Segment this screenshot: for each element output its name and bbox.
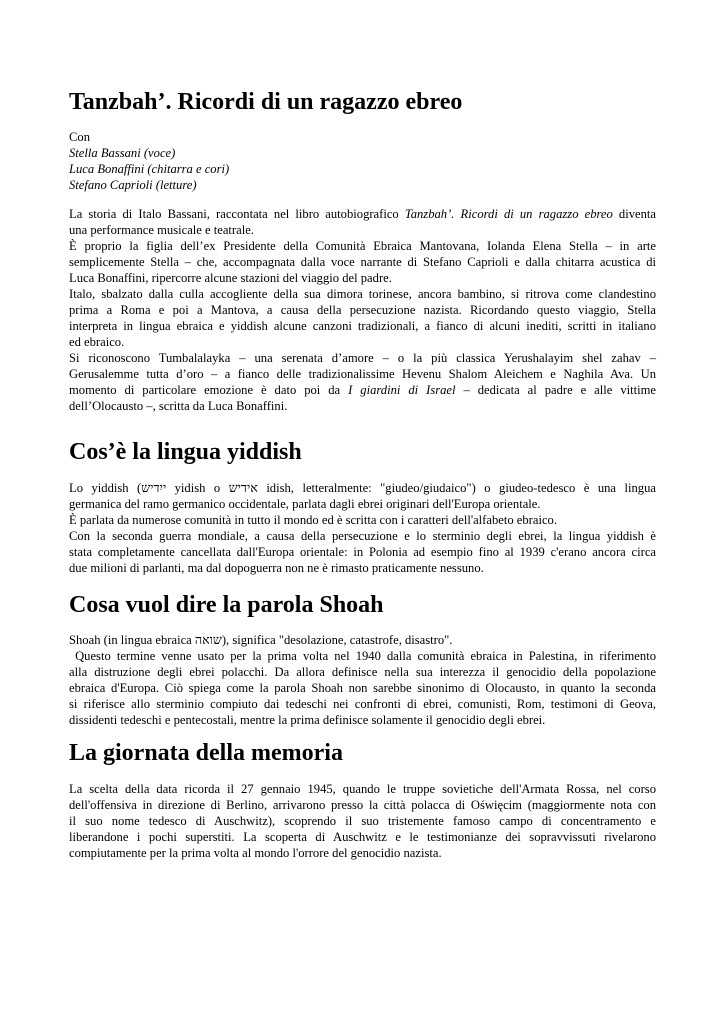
yiddish-line: germanica del ramo germanico occidentale, parlata dagli ebrei originari dell'Europa orientale. (69, 497, 541, 511)
shoah-section (69, 632, 656, 728)
intro-line: interpreta in lingua ebraica e yiddish alcune canzoni tradizionali, a fianco di alcuni inediti, scritti in italiano (69, 319, 656, 333)
yiddish-line: È parlata da numerose comunità in tutto il mondo ed è scritta con i caratteri dell'alfabeto ebraico. (69, 513, 557, 527)
shoah-line: ebraica d'Europa. Ciò spiega come la parola Shoah non sarebbe sinonimo di Olocausto, in quanto la seconda (69, 681, 656, 695)
song-title-italic: I giardini di Israel (348, 383, 456, 397)
intro-line: una performance musicale e teatrale. (69, 223, 254, 237)
memoria-line: liberandone i pochi superstiti. La scoperta di Auschwitz e le testimonianze dei sopravvissuti rivelarono (69, 830, 656, 844)
intro-line: Si riconoscono Tumbalalayka – una serenata d’amore – o la più classica Yerushalayim shel zahav – (69, 351, 656, 365)
memoria-line: dell'offensiva in direzione di Berlino, arrivarono presso la città polacca di Oświęcim (maggiormente nota con (69, 798, 656, 812)
yiddish-line: Con la seconda guerra mondiale, a causa della persecuzione e lo sterminio degli ebrei, la lingua yiddish è (69, 529, 656, 543)
intro-line: prima a Roma e poi a Mantova, a causa della persecuzione nazista. Ricordando questo viaggio, Stella (69, 303, 656, 317)
document-title: Tanzbah’. Ricordi di un ragazzo ebreo (69, 89, 463, 115)
heading-yiddish: Cos’è la lingua yiddish (69, 439, 302, 465)
intro-line: momento di particolare emozione è dato poi da I giardini di Israel – dedicata al padre e alle vittime (69, 383, 657, 397)
heading-memoria: La giornata della memoria (69, 740, 343, 766)
intro-line: dell’Olocausto –, scritta da Luca Bonaffini. (69, 399, 288, 413)
book-title-italic: Tanzbah’. Ricordi di un ragazzo ebreo (404, 207, 613, 221)
yiddish-line: Lo yiddish (ייִדיש yidish o אידיש idish, letteralmente: "giudeo/giudaico") o giudeo-tedesco è una lingua (69, 481, 656, 495)
performer-3: Stefano Caprioli (letture) (69, 178, 197, 192)
shoah-line: dissidenti tedeschi e pentecostali, mentre la prima definisce solamente il genocidio degli ebrei. (69, 713, 546, 727)
memoria-line: La scelta della data ricorda il 27 gennaio 1945, quando le truppe sovietiche dell'Armata Rossa, nel corso (69, 782, 656, 796)
memoria-section (69, 781, 656, 861)
credits-con: Con (69, 130, 90, 144)
intro-line: La storia di Italo Bassani, raccontata nel libro autobiografico Tanzbah’. Ricordi di un ragazzo ebreo diventa (69, 207, 656, 221)
yiddish-line: stata completamente cancellata dall'Europa orientale: in Polonia ad esempio fino al 1939 c'erano ancora circa (69, 545, 656, 559)
shoah-line: alla distruzione degli ebrei polacchi. Da allora definisce nella sua interezza il genocidio della popolazione (69, 665, 656, 679)
yiddish-line: due milioni di parlanti, ma dal dopoguerra non ne è rimasto praticamente nessuno. (69, 561, 484, 575)
memoria-line: il suo nome tedesco di Auschwitz), scoprendo il suo tristemente famoso campo di concentramento e (69, 814, 656, 828)
shoah-line: Shoah (in lingua ebraica שואה), significa "desolazione, catastrofe, disastro". (69, 633, 453, 647)
intro-line: Luca Bonaffini, ripercorre alcune stazioni del viaggio del padre. (69, 271, 392, 285)
performer-2: Luca Bonaffini (chitarra e cori) (69, 162, 230, 176)
heading-shoah: Cosa vuol dire la parola Shoah (69, 592, 384, 618)
memoria-line: compiutamente per la prima volta al mondo l'orrore del genocidio nazista. (69, 846, 442, 860)
intro-line: ed ebraico. (69, 335, 125, 349)
shoah-line: Questo termine venne usato per la prima volta nel 1940 dalla comunità ebraica in Palestina, in riferimento (69, 649, 656, 663)
credits-block (69, 129, 229, 193)
intro-line: semplicemente Stella – che, accompagnata dalla voce narrante di Stefano Caprioli e dalla chitarra acustica di (69, 255, 656, 269)
yiddish-section (69, 480, 656, 576)
shoah-line: si riferisce allo sterminio compiuto dai tedeschi nei confronti di ebrei, comunisti, Rom, testimoni di Geova, (69, 697, 656, 711)
intro-line: Gerusalemme tutta d’oro – a fianco delle tradizionalissime Hevenu Shalom Aleichem e Naghila Ava. Un (69, 367, 656, 381)
intro-line: È proprio la figlia dell’ex Presidente della Comunità Ebraica Mantovana, Iolanda Elena Stella – in arte (69, 239, 656, 253)
performer-1: Stella Bassani (voce) (69, 146, 176, 160)
intro-line: Italo, sbalzato dalla culla accogliente della sua dimora torinese, ancora bambino, si ritrova come clandestino (69, 287, 656, 301)
intro-section (69, 206, 656, 414)
